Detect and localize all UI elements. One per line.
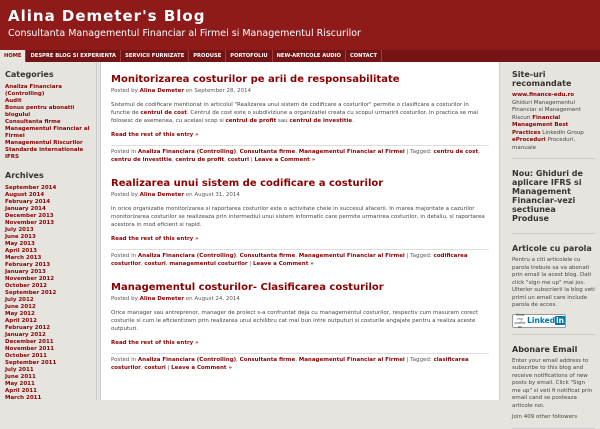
right-sidebar	[504, 62, 600, 420]
post-tag[interactable]: clasificarea costurilor	[111, 357, 469, 371]
archive-link[interactable]: July 2013	[5, 227, 34, 233]
archive-link[interactable]: April 2013	[5, 248, 37, 254]
archive-link[interactable]: July 2011	[5, 367, 34, 373]
tagged-label: | Tagged:	[406, 253, 432, 259]
site-link[interactable]: eProceduri	[512, 137, 546, 143]
post-category[interactable]: Analiza Financiara (Controlling)	[137, 253, 237, 259]
post-tag[interactable]: costuri	[144, 260, 166, 267]
category-link[interactable]: Managementul Riscurilor	[5, 140, 83, 146]
post-category[interactable]: Consultanta firme	[239, 149, 296, 155]
nav-home[interactable]: HOME	[0, 50, 26, 62]
nav-contact[interactable]: CONTACT	[346, 50, 382, 62]
archive-link[interactable]: March 2013	[5, 255, 42, 261]
guides-title[interactable]: Nou: Ghiduri de aplicare IFRS si Management Financiar-vezi sectiunea Produse	[512, 169, 583, 223]
archive-link[interactable]: February 2013	[5, 262, 51, 268]
password-articles	[512, 244, 595, 335]
read-more-link[interactable]: Read the rest of this entry »	[111, 340, 199, 346]
post-category[interactable]: Consultanta firme	[239, 357, 296, 363]
post-footer: Posted in Analiza Financiara (Controlling), Consultanta firme, Managementul Financiar al Firmei | Tagged: clasificarea costurilor, costuri | Leave a Comment »	[111, 353, 489, 372]
read-more-link[interactable]: Read the rest of this entry »	[111, 132, 199, 138]
post-meta	[111, 192, 489, 198]
post-category[interactable]: Consultanta firme	[239, 253, 296, 259]
archive-link[interactable]: January 2012	[5, 332, 46, 338]
nav-produse[interactable]: PRODUSE	[189, 50, 226, 62]
leave-comment-link[interactable]: Leave a Comment »	[171, 364, 232, 371]
post	[111, 74, 489, 164]
left-sidebar	[0, 62, 97, 400]
post-footer: Posted in Analiza Financiara (Controlling), Consultanta firme, Managementul Financiar al Firmei | Tagged: codificarea costurilor, costuri, managementul costurilor | Leave a Comment »	[111, 249, 489, 268]
main-nav	[0, 50, 600, 62]
blog-title[interactable]: Alina Demeter's Blog	[8, 7, 206, 25]
excerpt-text: . Centrul de cost este o subdiviziune a organizatiei creata cu scopul urmaririi costurilor. In practica se mai folosesc de asemenea, cu acelasi scop si	[111, 110, 479, 124]
posted-in-label: Posted in	[111, 357, 137, 363]
archive-link[interactable]: April 2012	[5, 318, 37, 324]
recommended-sites	[512, 70, 595, 159]
post-date: on August 24, 2014	[185, 296, 240, 302]
post-title[interactable]: Monitorizarea costurilor pe arii de responsabilitate	[111, 74, 400, 85]
categories-list	[5, 84, 92, 161]
post-category[interactable]: Analiza Financiara (Controlling)	[137, 357, 237, 363]
post-category[interactable]: Managementul Financiar al Firmei	[298, 357, 405, 363]
email-subscription	[512, 345, 595, 429]
post-meta	[111, 296, 489, 302]
excerpt-bold: centrul de investitie	[289, 118, 353, 124]
archive-link[interactable]: December 2013	[5, 213, 54, 219]
archive-link[interactable]: August 2014	[5, 192, 45, 198]
excerpt-text: Sistemul de codificare mentionat in articolul "Realizarea unui sistem de codificare a costurilor" permite o clasificare a costurilor in functie de	[111, 102, 469, 116]
excerpt-text: .	[352, 118, 354, 124]
read-more-link[interactable]: Read the rest of this entry »	[111, 236, 199, 242]
category-link[interactable]: Consultanta firme	[5, 119, 61, 125]
email-text: Enter your email address to subscribe to this blog and receive notifications of new posts by email. Click "Sign me up" si veti fi notificat prin email cand se posteaza articole noi.	[512, 357, 593, 409]
post-author[interactable]: Alina Demeter	[139, 296, 185, 302]
archive-link[interactable]: May 2012	[5, 311, 35, 317]
archive-link[interactable]: May 2013	[5, 241, 35, 247]
archive-link[interactable]: June 2012	[5, 304, 36, 310]
posted-by-label: Posted by	[111, 88, 138, 94]
nav-servicii[interactable]: SERVICII FURNIZATE	[121, 50, 189, 62]
archive-link[interactable]: November 2011	[5, 346, 55, 352]
post-excerpt: In orice organizatie monitorizarea si raportarea costurilor este o activitate cheie in succesul afacerii. In marea majoritate a cazurilor monitorizarea costurilor se realizeaza prin intermediul unui sistem informatic care permite urmarirea costurilor, in detaliu, si raportarea acestora in mod eficient si rapid.	[111, 206, 485, 228]
posted-by-label: Posted by	[111, 296, 138, 302]
post-tag[interactable]: centru de cost	[433, 149, 479, 155]
archive-link[interactable]: January 2013	[5, 269, 46, 275]
archive-link[interactable]: September 2011	[5, 360, 57, 366]
post-footer: Posted in Analiza Financiara (Controlling), Consultanta firme, Managementul Financiar al Firmei | Tagged: centru de cost, centru de investitie, centru de profit, costuri | Leave a Comment »	[111, 145, 489, 164]
site-header	[0, 0, 600, 50]
password-articles-title: Articole cu parola	[512, 244, 592, 253]
archive-link[interactable]: October 2011	[5, 353, 47, 359]
tagged-label: | Tagged:	[406, 149, 432, 155]
category-link[interactable]: Bonus pentru abonatii blogului	[5, 105, 75, 118]
leave-comment-link[interactable]: Leave a Comment »	[252, 260, 314, 267]
post-tag[interactable]: codificarea costurilor	[111, 253, 468, 267]
post-author[interactable]: Alina Demeter	[139, 88, 185, 94]
archive-link[interactable]: July 2012	[5, 297, 34, 303]
leave-comment-link[interactable]: Leave a Comment »	[254, 156, 316, 163]
archive-link[interactable]: February 2012	[5, 325, 51, 331]
post-excerpt: Orice manager sau antreprenor, manager de proiect s-a confruntat deja cu managementul costurilor, respectiv cum masuram corect costurile si cum le eficientizam prin realizarea unui echilibru cat mai bun intre outputuri si costurile angajate pentru a realiza aceste outputuri.	[111, 310, 478, 332]
archive-link[interactable]: November 2013	[5, 220, 55, 226]
post	[111, 282, 489, 372]
archive-link[interactable]: May 2011	[5, 381, 35, 387]
post-category[interactable]: Analiza Financiara (Controlling)	[137, 149, 237, 155]
post-meta	[111, 88, 489, 94]
post-author[interactable]: Alina Demeter	[139, 192, 185, 198]
archive-link[interactable]: March 2011	[5, 395, 42, 401]
post-excerpt	[111, 101, 489, 125]
categories-title: Categories	[5, 70, 54, 79]
archive-link[interactable]: April 2011	[5, 388, 37, 394]
archives-title: Archives	[5, 171, 44, 180]
site-link[interactable]: www.finance-edu.ro	[512, 92, 575, 98]
archive-link[interactable]: January 2014	[5, 206, 46, 212]
category-link[interactable]: Analiza Financiara (Controlling)	[5, 84, 62, 97]
nav-portofoliu[interactable]: PORTOFOLIU	[226, 50, 272, 62]
excerpt-text: sau	[276, 118, 290, 124]
blog-description: Consultanta Managementul Financiar al Firmei si Managementul Riscurilor	[8, 28, 361, 39]
guides-promo	[512, 169, 595, 234]
category-link[interactable]: Standarde internationale IFRS	[5, 147, 84, 160]
post-tag[interactable]: centru de profit	[175, 156, 225, 163]
recommended-title: Site-uri recomandate	[512, 70, 572, 88]
linkedin-in-text: in	[556, 316, 564, 325]
tagged-label: | Tagged:	[406, 357, 432, 363]
archive-link[interactable]: December 2011	[5, 339, 54, 345]
main-content	[100, 62, 500, 400]
post-title[interactable]: Realizarea unui sistem de codificare a costurilor	[111, 178, 384, 189]
email-title: Abonare Email	[512, 344, 578, 354]
category-link[interactable]: Managementul Financiar al Firmei	[5, 126, 90, 139]
archive-link[interactable]: November 2012	[5, 276, 55, 282]
nav-despre[interactable]: DESPRE BLOG SI EXPERIENTA	[26, 50, 121, 62]
post-tag[interactable]: managementul costurilor	[169, 260, 248, 267]
linkedin-badge[interactable]	[512, 314, 566, 328]
excerpt-bold: centrul de profit	[225, 118, 277, 124]
post-tag[interactable]: costuri	[227, 156, 250, 163]
post-title[interactable]: Managementul costurilor- Clasificarea costurilor	[111, 282, 384, 293]
archive-link[interactable]: June 2011	[5, 374, 36, 380]
nav-articole-audio[interactable]: NEW-ARTICOLE AUDIO	[273, 50, 346, 62]
linkedin-view-label: View my profile on	[514, 312, 526, 329]
excerpt-bold: centrul de cost	[140, 110, 187, 116]
archive-link[interactable]: February 2014	[5, 199, 51, 205]
post-date: on August 31, 2014	[185, 192, 240, 198]
posted-in-label: Posted in	[111, 253, 137, 259]
linkedin-logo-text: Linked	[527, 316, 556, 325]
post	[111, 178, 489, 268]
category-link[interactable]: Audit	[5, 98, 22, 104]
post-tag[interactable]: costuri	[144, 364, 166, 371]
posted-by-label: Posted by	[111, 192, 138, 198]
post-category[interactable]: Managementul Financiar al Firmei	[298, 149, 405, 155]
site-link[interactable]: Financial Management Best Practices	[512, 114, 569, 136]
post-category[interactable]: Managementul Financiar al Firmei	[298, 253, 405, 259]
linkedin-icon	[527, 316, 565, 325]
post-tag[interactable]: centru de investitie	[111, 156, 172, 163]
password-articles-text: Pentru a citi articolele cu parola trebuie sa va abonati prin email la acest blog. Dati click "sign me up" mai jos. Ulterior subscrierii la blog veti primi un email care include parola de acces.	[512, 257, 595, 308]
archive-link[interactable]: September 2012	[5, 290, 57, 296]
archives-list	[5, 185, 92, 402]
followers-count: Join 409 other followers	[512, 414, 578, 420]
recommended-text: www.finance-edu.ro Ghiduri Managementul Financiar si Management Riscuri Financial Management Best Practices LinkedIn Group eProceduri Proceduri, manuale	[512, 92, 584, 151]
posted-in-label: Posted in	[111, 149, 137, 155]
archive-link[interactable]: October 2012	[5, 283, 47, 289]
archive-link[interactable]: September 2014	[5, 185, 57, 191]
post-date: on September 28, 2014	[185, 88, 252, 94]
archive-link[interactable]: June 2013	[5, 234, 36, 240]
